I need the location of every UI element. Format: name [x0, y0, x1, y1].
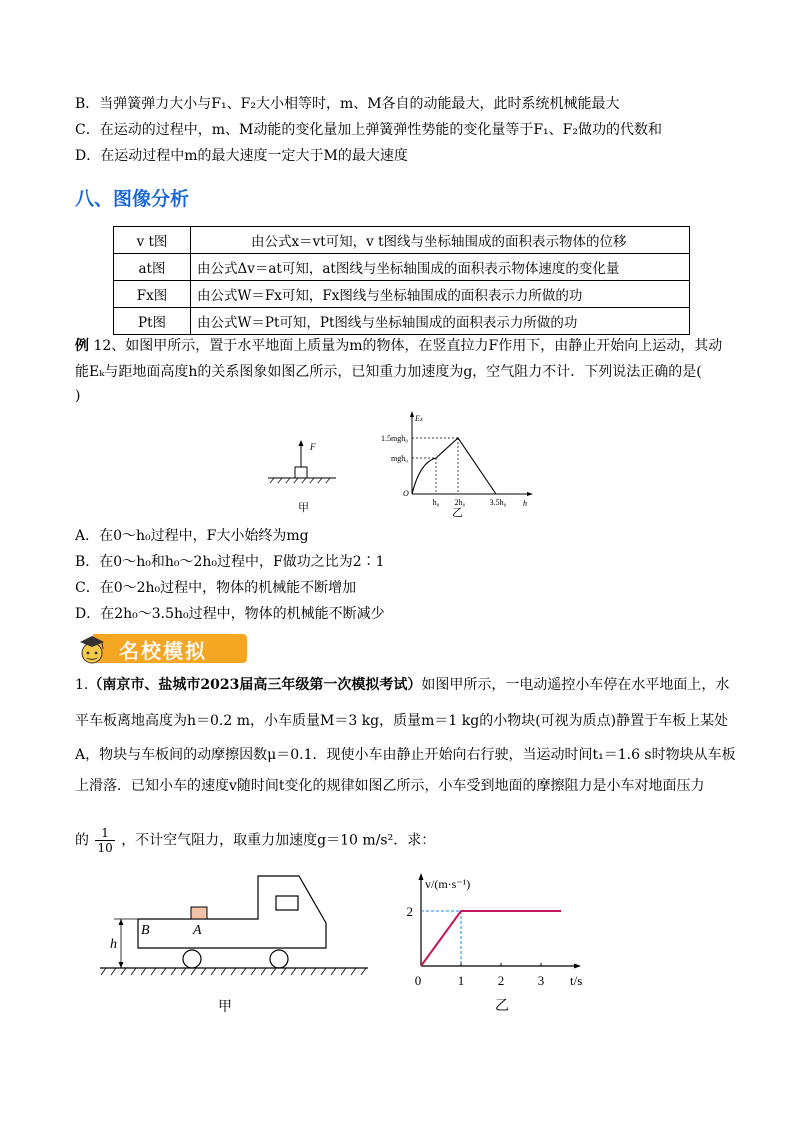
- option-b-prev: B．当弹簧弹力大小与F₁、F₂大小相等时，m、M各自的动能最大，此时系统机械能最大: [75, 96, 620, 112]
- v-axis-arrow: [419, 873, 424, 880]
- table-row: [114, 281, 690, 308]
- example-option-d: D．在2h₀～3.5h₀过程中，物体的机械能不断减少: [75, 606, 385, 622]
- height-label: h: [110, 937, 117, 952]
- x-tick-label: 2: [497, 973, 505, 988]
- table-cell-graph: Pt图: [114, 308, 191, 335]
- t-axis-label: t/s: [570, 973, 583, 988]
- front-wheel: [270, 950, 288, 968]
- h-axis-arrow: [527, 492, 533, 496]
- problem-1-line-4: 上滑落．已知小车的速度v随时间t变化的规律如图乙所示，小车受到地面的摩擦阻力是小车对地面压力: [75, 778, 705, 794]
- table-cell-graph: at图: [114, 254, 191, 281]
- example-label: 例: [75, 338, 89, 354]
- force-label: F: [310, 442, 316, 452]
- truck-body: [138, 876, 326, 948]
- option-c-prev: C．在运动的过程中，m、M动能的变化量加上弹簧弹性势能的变化量等于F₁、F₂做功的代数和: [75, 122, 662, 138]
- problem-1-line-1: [75, 675, 729, 695]
- h-axis-label: h: [523, 499, 527, 508]
- table-row: [114, 254, 690, 281]
- ground-hatch: [101, 968, 366, 975]
- origin-label: O: [403, 489, 409, 498]
- velocity-time-chart: [395, 868, 595, 993]
- tick-h0: h₀: [432, 498, 440, 507]
- graph-area-table: [113, 226, 690, 335]
- point-b-label: B: [141, 923, 150, 938]
- example-12-line-2: 能Eₖ与距地面高度h的关系图象如图乙所示，已知重力加速度为g，空气阻力不计．下列说法正确的是(: [75, 364, 702, 380]
- tick-1-5mgh0: 1.5mgh₀: [380, 434, 408, 443]
- fig-jia-caption-2: 甲: [218, 999, 232, 1015]
- velocity-series-line: [421, 911, 561, 966]
- example-text: 12、如图甲所示，置于水平地面上质量为m的物体，在竖直拉力F作用下，由静止开始向上运动，其动: [89, 338, 723, 354]
- point-a-label: A: [193, 923, 202, 938]
- t-axis-arrow: [574, 964, 581, 969]
- line5-pre: 的: [75, 832, 89, 849]
- x-tick-label: 0: [414, 973, 422, 988]
- example-12-line-3: ): [75, 388, 81, 404]
- problem-text: 如图甲所示，一电动遥控小车停在水平地面上，水: [421, 677, 730, 693]
- table-cell-desc: 由公式W＝Pt可知，Pt图线与坐标轴围成的面积表示力所做的功: [191, 308, 690, 335]
- problem-number: 1.: [75, 677, 89, 693]
- ground-hatch: [270, 478, 330, 483]
- fraction-denominator: 10: [97, 841, 113, 855]
- example-12-line-1: [75, 336, 722, 356]
- tick-mgh0: mgh₀: [390, 454, 408, 463]
- ek-curve: [412, 438, 496, 494]
- height-arrow-down: [119, 962, 124, 968]
- force-arrowhead: [299, 440, 304, 446]
- problem-1-line-3: A，物块与车板间的动摩擦因数μ＝0.1．现使小车由静止开始向右行驶，当运动时间t₁＝1.6 s时物块从车板: [75, 747, 736, 763]
- table-cell-desc: 由公式W＝Fx可知，Fx图线与坐标轴围成的面积表示力所做的功: [191, 281, 690, 308]
- section-heading: 八、图像分析: [75, 188, 190, 210]
- example-option-c: C．在0～2h₀过程中，物体的机械能不断增加: [75, 580, 357, 596]
- famous-school-banner: [75, 631, 247, 666]
- block-a: [191, 907, 207, 919]
- v-axis-label: v/(m·s⁻¹): [425, 877, 471, 891]
- table-row: [114, 227, 690, 254]
- x-tick-label: 1: [457, 973, 465, 988]
- ek-axis-arrow: [410, 411, 414, 417]
- rear-wheel: [183, 950, 201, 968]
- table-row: [114, 308, 690, 335]
- table-cell-desc: 由公式Δv＝at可知，at图线与坐标轴围成的面积表示物体速度的变化量: [191, 254, 690, 281]
- fig-jia-caption-1: 甲: [298, 501, 309, 514]
- y-tick-label: 2: [406, 904, 413, 919]
- ek-axis-label: Eₖ: [415, 414, 424, 423]
- tick-3-5h0: 3.5h₀: [489, 498, 507, 507]
- fig-yi-caption-1: 乙: [452, 506, 463, 519]
- fraction: [95, 826, 114, 855]
- problem-1-line-2: 平车板离地高度为h＝0.2 m，小车质量M＝3 kg，质量m＝1 kg的小物块(可视为质点)静置于车板上某处: [75, 713, 729, 729]
- block-force-figure: [268, 436, 348, 496]
- height-arrow-up: [119, 919, 124, 925]
- ek-h-graph: [368, 408, 538, 512]
- truck-window: [276, 896, 298, 910]
- table-cell-desc: 由公式x＝vt可知，v t图线与坐标轴围成的面积表示物体的位移: [191, 227, 690, 254]
- mascot-icon: [75, 631, 111, 667]
- x-tick-label: 3: [537, 973, 545, 988]
- example-option-a: A．在0～h₀过程中，F大小始终为mg: [75, 528, 309, 544]
- tick-2h0: 2h₀: [454, 498, 466, 507]
- block: [295, 467, 307, 478]
- option-d-prev: D．在运动过程中m的最大速度一定大于M的最大速度: [75, 148, 408, 164]
- fraction-numerator: 1: [95, 826, 114, 841]
- truck-figure: [98, 866, 378, 986]
- table-cell-graph: Fx图: [114, 281, 191, 308]
- table-cell-graph: v t图: [114, 227, 191, 254]
- example-option-b: B．在0～h₀和h₀～2h₀过程中，F做功之比为2∶1: [75, 554, 385, 570]
- banner-title: 名校模拟: [119, 639, 207, 663]
- line5-post: ，不计空气阻力，取重力加速度g＝10 m/s²．求：: [121, 832, 436, 849]
- problem-source: （南京市、盐城市2023届高三年级第一次模拟考试）: [88, 677, 422, 693]
- problem-1-line-5: [75, 826, 435, 855]
- fig-yi-caption-2: 乙: [495, 998, 509, 1014]
